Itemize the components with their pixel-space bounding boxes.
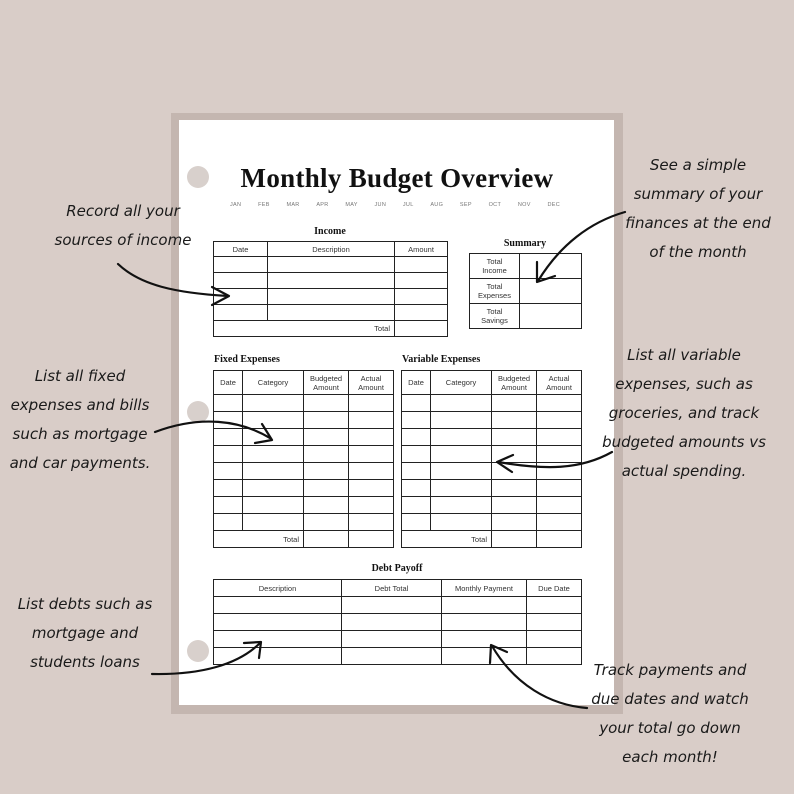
- debt-header-total: Debt Total: [342, 580, 442, 597]
- annotation-line: students loans: [30, 653, 140, 671]
- header-word: Amount: [358, 382, 384, 392]
- header-word: Actual: [548, 373, 570, 383]
- month-jun[interactable]: JUN: [374, 202, 387, 208]
- variable-total-label: Total: [431, 531, 492, 548]
- annotation-line: your total go down: [599, 719, 741, 737]
- page-title: Monthly Budget Overview: [240, 163, 554, 193]
- header-word: Amount: [313, 382, 339, 392]
- annotation-line: See a simple: [649, 156, 747, 174]
- arrow-variable: [498, 452, 612, 467]
- annotation-line: such as mortgage: [12, 425, 148, 443]
- annotation-line: finances at the end: [625, 214, 771, 232]
- income-title: Income: [314, 226, 346, 237]
- annotation-line: each month!: [622, 748, 718, 766]
- annotation-line: and car payments.: [9, 454, 151, 472]
- annotation-line: expenses, such as: [615, 375, 753, 393]
- month-jan[interactable]: JAN: [230, 202, 242, 208]
- variable-expenses-title: Variable Expenses: [402, 354, 481, 365]
- month-feb[interactable]: FEB: [258, 202, 270, 208]
- annotation-line: Track payments and: [593, 661, 747, 679]
- month-mar[interactable]: MAR: [286, 202, 300, 208]
- month-aug[interactable]: AUG: [430, 202, 444, 208]
- debt-header-payment: Monthly Payment: [442, 580, 527, 597]
- summary-title: Summary: [503, 238, 547, 249]
- header-word: Actual: [360, 373, 382, 383]
- annotation-line: sources of income: [54, 231, 192, 249]
- annotation-line: of the month: [649, 243, 747, 261]
- fixed-total-label: Total: [243, 531, 304, 548]
- annotation-line: Record all your: [66, 202, 180, 220]
- debt-payoff-title: Debt Payoff: [371, 563, 423, 574]
- summary-label-word: Savings: [481, 316, 508, 325]
- month-jul[interactable]: JUL: [402, 202, 414, 208]
- fixed-header-category: Category: [243, 371, 304, 395]
- annotation-line: expenses and bills: [10, 396, 150, 414]
- arrow-income: [118, 264, 228, 296]
- variable-header-category: Category: [431, 371, 492, 395]
- month-nov[interactable]: NOV: [517, 202, 531, 208]
- income-header-description: Description: [268, 242, 395, 257]
- annotation-line: actual spending.: [621, 462, 747, 480]
- annotation-line: List all fixed: [34, 367, 126, 385]
- arrow-debts: [152, 643, 260, 674]
- annotation-line: groceries, and track: [608, 404, 760, 422]
- income-total-label: Total: [268, 321, 395, 337]
- summary-label-word: Expenses: [478, 291, 511, 300]
- arrow-summary: [538, 212, 625, 281]
- month-sep[interactable]: SEP: [459, 202, 472, 208]
- summary-label-word: Total: [486, 307, 503, 316]
- summary-label-word: Total: [486, 257, 503, 266]
- header-word: Amount: [546, 382, 572, 392]
- header-word: Amount: [501, 382, 527, 392]
- income-header-amount: Amount: [395, 242, 448, 257]
- annotation-line: mortgage and: [31, 624, 139, 642]
- annotation-line: List all variable: [627, 346, 741, 364]
- annotation-line: List debts such as: [17, 595, 153, 613]
- month-apr[interactable]: APR: [316, 202, 329, 208]
- fixed-header-date: Date: [214, 371, 243, 395]
- header-word: Budgeted: [309, 373, 343, 383]
- annotation-line: budgeted amounts vs: [602, 433, 766, 451]
- debt-header-due-date: Due Date: [527, 580, 582, 597]
- income-header-date: Date: [214, 242, 268, 257]
- month-oct[interactable]: OCT: [488, 202, 502, 208]
- arrow-payments: [492, 646, 587, 708]
- month-dec[interactable]: DEC: [547, 202, 560, 208]
- variable-header-date: Date: [402, 371, 431, 395]
- summary-label-word: Total: [486, 282, 503, 291]
- summary-label-word: Income: [482, 266, 507, 275]
- header-word: Budgeted: [497, 373, 531, 383]
- arrow-fixed: [155, 422, 270, 438]
- annotation-line: due dates and watch: [591, 690, 749, 708]
- debt-header-description: Description: [214, 580, 342, 597]
- fixed-expenses-title: Fixed Expenses: [214, 354, 280, 365]
- month-may[interactable]: MAY: [345, 202, 358, 208]
- annotation-line: summary of your: [633, 185, 763, 203]
